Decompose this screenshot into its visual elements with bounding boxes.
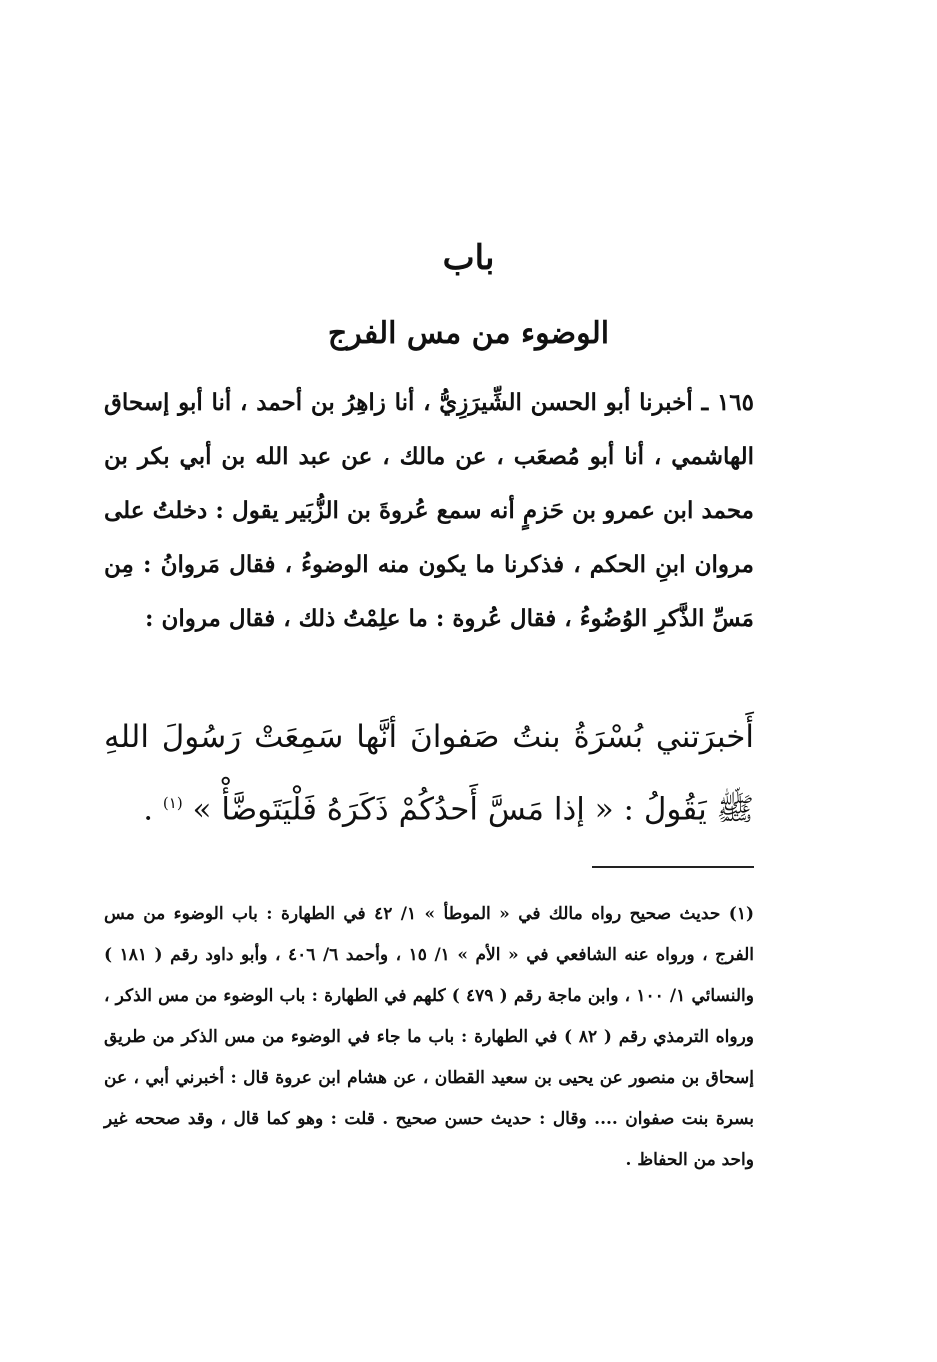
- footnote-divider: [592, 866, 754, 868]
- hadith-text: أَخبرَتني بُسْرَةُ بنتُ صَفوانَ أنَّها سَمِعَتْ رَسُولَ اللهِ ﷺ يَقُولُ : « إذا مَسَّ أَحدُكُمْ ذَكَرَهُ فَلْيَتَوضَّأْ »: [104, 719, 754, 828]
- chapter-subtitle: الوضوء من مس الفرج: [327, 316, 610, 351]
- narration-paragraph: ١٦٥ ـ أخبرنا أبو الحسن الشِّيرَزِيُّ ، أنا زاهِرُ بن أحمد ، أنا أبو إسحاق الهاشمي ، أنا أبو مُصعَب ، عن مالك ، عن عبد الله بن أبي بكر بن محمد ابن عمرو بن حَزمٍ أنه سمع عُروةَ بن الزُّبَير يقول : دخلتُ على مروان ابنِ الحكم ، فذكرنا ما يكون منه الوضوءُ ، فقال مَروانُ : مِن مَسِّ الذَّكرِ الوُضُوءُ ، فقال عُروة : ما علِمْتُ ذلك ، فقال مروان :: [104, 389, 754, 632]
- hadith-text-block: [104, 704, 754, 842]
- footnote-text: (١) حديث صحيح رواه مالك في « الموطأ » ١/ ٤٢ في الطهارة : باب الوضوء من مس الفرج ، ورواه عنه الشافعي في « الأم » ١/ ١٥ ، وأحمد ٦/ ٤٠٦ ، وأبو داود رقم ( ١٨١ ) والنسائي ١/ ١٠٠ ، وابن ماجة رقم ( ٤٧٩ ) كلهم في الطهارة : باب الوضوء من مس الذكر ، ورواه الترمذي رقم ( ٨٢ ) في الطهارة : باب ما جاء في الوضوء من مس الذكر من طريق إسحاق بن منصور عن يحيى بن سعيد القطان ، عن هشام ابن عروة قال : أخبرني أبي ، عن بسرة بنت صفوان .... وقال : حديث حسن صحيح . قلت : وهو كما قال ، وقد صححه غير واحد من الحفاظ .: [104, 904, 755, 1170]
- hadith-end: .: [143, 791, 163, 828]
- footnote-marker: (١): [162, 794, 183, 812]
- chapter-heading: باب: [442, 238, 495, 278]
